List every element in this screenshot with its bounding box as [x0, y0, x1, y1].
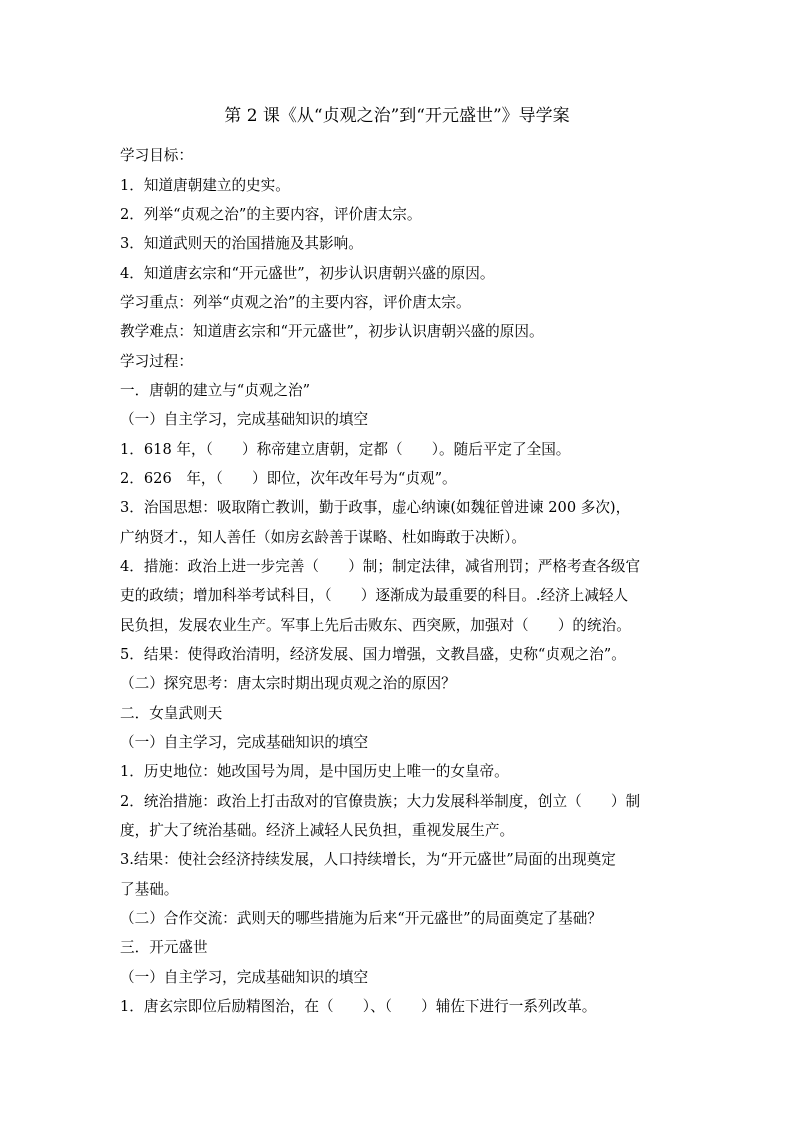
text-line: 5．结果：使得政治清明，经济发展、国力增强，文教昌盛，史称“贞观之治”。 [120, 646, 626, 663]
text-line: 3．知道武则天的治国措施及其影响。 [120, 235, 363, 252]
text-line: 学习目标： [120, 147, 193, 164]
text-line: 1．618 年，（ ）称帝建立唐朝，定都（ ）。随后平定了全国。 [120, 441, 571, 458]
subsection-heading: （一）自主学习，完成基础知识的填空 [120, 734, 369, 751]
text-line: 4．知道唐玄宗和“开元盛世”，初步认识唐朝兴盛的原因。 [120, 265, 495, 282]
text-line: 教学难点：知道唐玄宗和“开元盛世”，初步认识唐朝兴盛的原因。 [120, 323, 544, 340]
document-title: 第 2 课《从“贞观之治”到“开元盛世”》导学案 [224, 106, 570, 126]
section-heading: 三．开元盛世 [120, 939, 208, 956]
text-line: 3.结果：使社会经济持续发展，人口持续增长，为“开元盛世”局面的出现奠定 [120, 851, 616, 868]
text-line: 1．知道唐朝建立的史实。 [120, 177, 290, 194]
text-line: 了基础。 [120, 881, 179, 898]
subsection-heading: （一）自主学习，完成基础知识的填空 [120, 411, 369, 428]
text-line: 学习重点：列举“贞观之治”的主要内容，评价唐太宗。 [120, 294, 471, 311]
subsection-heading: （一）自主学习，完成基础知识的填空 [120, 969, 369, 986]
text-line: 2．统治措施：政治上打击敌对的官僚贵族；大力发展科举制度，创立（ ）制 [120, 793, 641, 810]
text-line: 广纳贤才.，知人善任（如房玄龄善于谋略、杜如晦敢于决断）。 [120, 529, 526, 546]
subsection-heading: （二）合作交流：武则天的哪些措施为后来“开元盛世”的局面奠定了基础？ [120, 910, 602, 927]
subsection-heading: （二）探究思考：唐太宗时期出现贞观之治的原因？ [120, 675, 456, 692]
text-line: 吏的政绩；增加科举考试科目，（ ）逐渐成为最重要的科目。.经济上减轻人 [120, 587, 629, 604]
text-line: 2．626 年，（ ）即位，次年改年号为“贞观”。 [120, 470, 457, 487]
text-line: 度，扩大了统治基础。经济上减轻人民负担，重视发展生产。 [120, 822, 515, 839]
text-line: 3．治国思想：吸取隋亡教训，勤于政事，虚心纳谏(如魏征曾进谏 200 多次)， [120, 499, 631, 516]
text-line: 1．唐玄宗即位后励精图治，在（ ）、（ ）辅佐下进行一系列改革。 [120, 998, 597, 1015]
text-line: 民负担，发展农业生产。军事上先后击败东、西突厥，加强对（ ）的统治。 [120, 617, 631, 634]
section-heading: 一．唐朝的建立与“贞观之治” [120, 382, 311, 399]
text-line: 4．措施：政治上进一步完善（ ）制；制定法律，减省刑罚；严格考查各级官 [120, 558, 641, 575]
section-heading: 二．女皇武则天 [120, 705, 223, 722]
text-line: 学习过程： [120, 353, 193, 370]
text-line: 2．列举“贞观之治”的主要内容，评价唐太宗。 [120, 206, 422, 223]
text-line: 1．历史地位：她改国号为周，是中国历史上唯一的女皇帝。 [120, 763, 509, 780]
